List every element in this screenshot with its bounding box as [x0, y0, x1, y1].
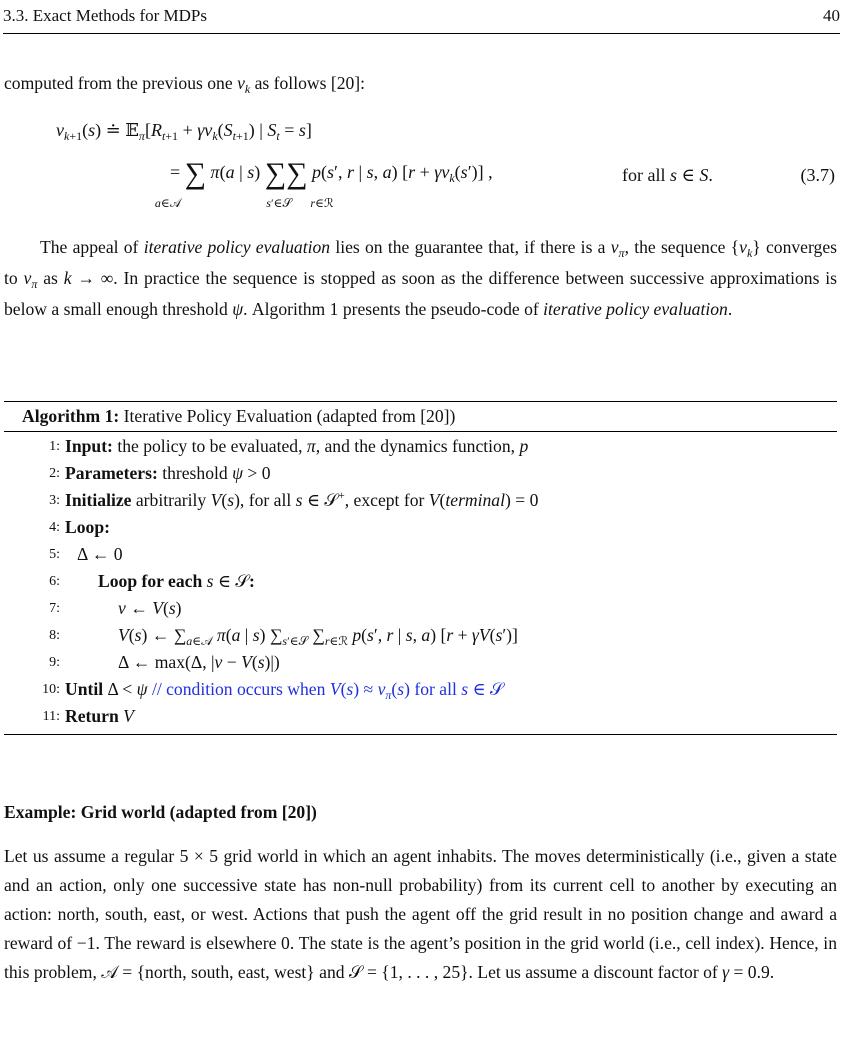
example-heading: Example: Grid world (adapted from [20])	[4, 802, 317, 822]
page-number: 40	[823, 6, 840, 25]
equation-condition: for all s ∈ S.	[622, 165, 713, 185]
sum-index-a: a∈𝒜	[154, 196, 182, 210]
document-page: 3.3. Exact Methods for MDPs 40 computed from the previous one $v_k$ as follows [20]: $v_{k+1}(s)$ ≐ $𝔼_\pi[R_{t+1} + \gamma v_k(S_{t+1})$ | $S_t = s$] = ∑ π(a | s) ∑∑ p(s′, r | s, a) $[r + \gamma v_k(s')]$ , a∈𝒜 s′∈𝒮 r∈ℛ for all s ∈ S. (3.7) The appeal of iterative policy evaluation lies on the guarantee that, if there is a $v_\pi$, the sequence $\{v_k\}$ converges to $v_\pi$ as k → ∞. In practice the sequence is stopped as soon as the difference between successive approximations is below a small enough threshold ψ. Algorithm 1 presents the pseudo-code of iterative policy evaluation. Algorithm 1: Iterative Policy Evaluation (adapted from [20]) 1: Input: the policy to be evaluated, π, and the dynamics function, p 2: Parameters: threshold ψ > 0 3: Initialize arbitrarily V(s), for all s ∈ 𝒮+, except for V(terminal) = 0 4: Loop: 5: Δ ← 0 6: Loop for each s ∈ 𝒮: 7: v ← V(s) 8: V(s) ← $\sum_{a\in 𝒜}$ π(a | s) $\sum_{s'\in 𝒮}$ $\sum_{r\in ℛ}$ p(s′, r | s, a) [r + γV(s′)] 9: Δ ← max(Δ, |v − V(s)|) 10: Until Δ < ψ // condition occurs when $V(s) \approx v_\pi(s)$ for all s ∈ 𝒮 11: Return V Example: Grid world (adapted from [20]) Let us assume a regular 5 × 5 grid world in which an agent inhabits. The moves deterministically (i.e., given a state and an action, only one successive state has non-null probability) from its current cell to another by executing an action: north, south, east, or west. Actions that push the agent off the grid result in no position change and award a reward of −1. The reward is elsewhere 0. The state is the agent’s position in the grid world (i.e., cell index). Hence, in this problem, 𝒜 = {north, south, east, west} and 𝒮 = {1, . . . , 25}. Let us assume a discount factor of γ = 0.9.	[0, 0, 843, 1056]
loop-keyword: Loop:	[65, 517, 110, 537]
equation-line-2: = ∑ π(a | s) ∑∑ p(s′, r | s, a) $[r + \gamma v_k(s')]$ ,	[170, 157, 493, 190]
equation-line-1: $v_{k+1}(s)$ ≐ $𝔼_\pi[R_{t+1} + \gamma v_k(S_{t+1})$ | $S_t = s$]	[56, 120, 312, 143]
sum-index-r: r∈ℛ	[310, 196, 334, 210]
section-title: 3.3. Exact Methods for MDPs	[3, 6, 207, 25]
example-paragraph: Let us assume a regular 5 × 5 grid world in which an agent inhabits. The moves deterministically (i.e., given a state and an action, only one successive state has non-null probability) from its current cell to another by executing an action: north, south, east, or west. Actions that push the agent off the grid result in no position change and award a reward of −1. The reward is elsewhere 0. The state is the agent’s position in the grid world (i.e., cell index). Hence, in this problem, 𝒜 = {north, south, east, west} and 𝒮 = {1, . . . , 25}. Let us assume a discount factor of γ = 0.9.	[4, 846, 837, 982]
algorithm-label: Algorithm 1:	[22, 406, 120, 426]
paragraph-iterative-policy: The appeal of iterative policy evaluation lies on the guarantee that, if there is a $v_\pi$, the sequence $\{v_k\}$ converges to $v_\pi$ as k → ∞. In practice the sequence is stopped as soon as the difference between successive approximations is below a small enough threshold ψ. Algorithm 1 presents the pseudo-code of iterative policy evaluation.	[4, 237, 838, 319]
intro-text: computed from the previous one $v_k$ as follows [20]:	[4, 73, 366, 96]
algorithm-title: Iterative Policy Evaluation (adapted from [20])	[123, 406, 456, 426]
sum-index-s: s′∈𝒮	[266, 196, 292, 210]
algorithm-comment: // condition occurs when $V(s) \approx v_\pi(s)$ for all s ∈ 𝒮	[151, 679, 504, 702]
algorithm-bottom-rule	[4, 734, 837, 735]
algorithm-top-rule	[4, 401, 837, 402]
algorithm-caption	[22, 403, 455, 430]
running-header	[3, 3, 840, 34]
algorithm-mid-rule	[4, 431, 837, 432]
equation-number: (3.7)	[800, 165, 835, 185]
